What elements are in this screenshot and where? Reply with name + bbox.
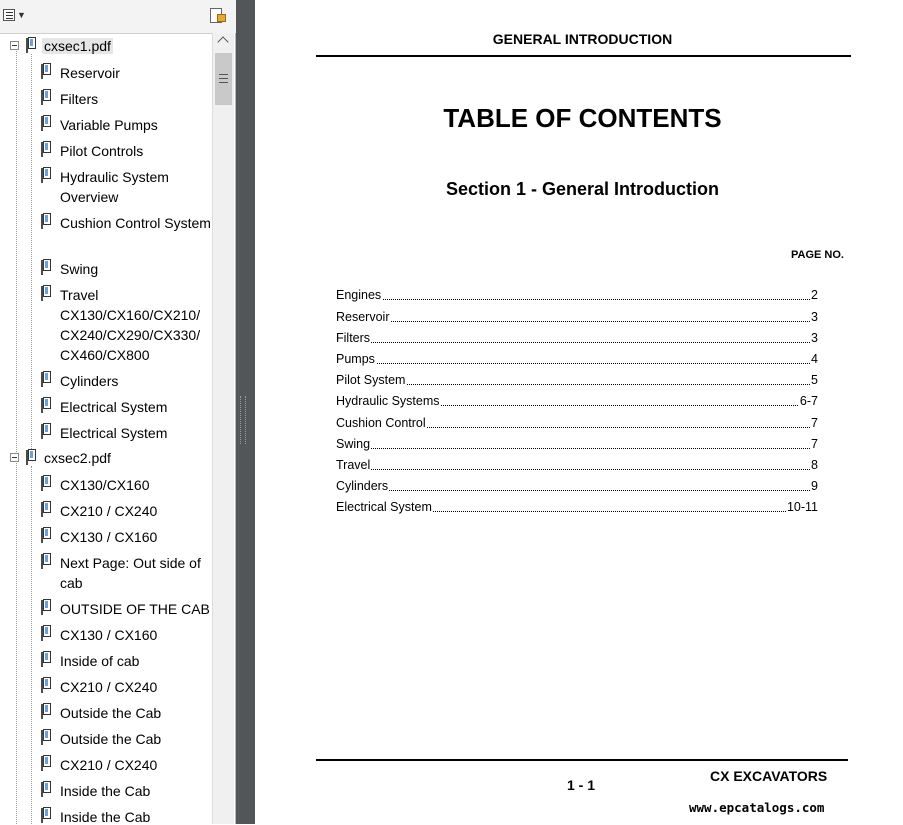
bookmark-label: OUTSIDE OF THE CAB xyxy=(60,601,210,617)
toc-entry xyxy=(336,310,818,330)
bookmarks-toolbar xyxy=(0,0,236,33)
toc-entry-title: Electrical System xyxy=(336,500,432,514)
bookmark-label: Filters xyxy=(60,91,99,107)
toc-entry xyxy=(336,437,818,457)
toc-entry-title: Pumps xyxy=(336,352,375,366)
toc-entry-page: 3 xyxy=(811,331,818,345)
toc-entry-title: Hydraulic Systems xyxy=(336,394,440,408)
bookmark-label: Electrical System xyxy=(60,399,168,415)
toc-entry-title: Swing xyxy=(336,437,371,451)
bookmark-icon xyxy=(40,213,53,229)
toc-entry xyxy=(336,373,818,393)
bookmark-label: CX130 / CX160 xyxy=(60,627,158,643)
footer-page-number: 1 - 1 xyxy=(567,777,596,793)
toc-entry xyxy=(336,479,818,499)
tree-line xyxy=(31,466,32,825)
toc-entry-page: 9 xyxy=(811,479,818,493)
bookmark-icon xyxy=(40,527,53,543)
bookmark-label: Next Page: Out side of cab xyxy=(60,555,201,591)
bookmark-label: CX210 / CX240 xyxy=(60,679,158,695)
header-rule xyxy=(316,55,851,57)
chevron-down-icon: ▼ xyxy=(17,10,26,20)
page-no-heading: PAGE NO. xyxy=(791,249,844,261)
tree-line xyxy=(16,48,17,454)
bookmark-icon xyxy=(40,475,53,491)
toc-entry-title: Reservoir xyxy=(336,310,390,324)
bookmark-icon xyxy=(40,703,53,719)
toc-entry xyxy=(336,500,818,520)
bookmark-icon xyxy=(40,141,53,157)
toc-entry xyxy=(336,416,818,436)
toc-entry-page: 10-11 xyxy=(786,500,818,514)
bookmarks-panel xyxy=(0,0,236,824)
bookmark-icon xyxy=(40,167,53,183)
bookmark-icon xyxy=(40,677,53,693)
bookmark-icon xyxy=(40,371,53,387)
options-list-icon xyxy=(3,9,15,21)
bookmark-label: Electrical System xyxy=(60,425,168,441)
bookmark-label: CX130/CX160 xyxy=(60,477,150,493)
splitter-grip[interactable] xyxy=(240,396,246,444)
bookmark-label: Variable Pumps xyxy=(60,117,158,133)
file-node-label: cxsec1.pdf xyxy=(44,38,111,54)
footer-rule xyxy=(316,759,848,761)
bookmark-label: CX130 / CX160 xyxy=(60,529,158,545)
toc-entry xyxy=(336,394,818,414)
bookmark-label: Travel CX130/CX160/CX210/ CX240/CX290/CX330/ CX460/CX800 xyxy=(60,287,201,363)
bookmark-icon xyxy=(40,63,53,79)
toc-entry-title: Engines xyxy=(336,288,382,302)
bookmark-icon xyxy=(25,37,38,53)
bookmark-label: Cylinders xyxy=(60,373,119,389)
toc-entry-page: 5 xyxy=(811,373,818,387)
bookmark-icon xyxy=(40,729,53,745)
bookmark-label: Swing xyxy=(60,261,99,277)
toc-entry xyxy=(336,352,818,372)
bookmark-icon xyxy=(40,807,53,823)
file-node-cxsec1[interactable] xyxy=(0,35,212,57)
bookmark-icon xyxy=(40,599,53,615)
bookmark-label: Inside the Cab xyxy=(60,783,151,799)
bookmark-icon xyxy=(25,449,38,465)
toc-entry xyxy=(336,288,818,308)
bookmark-label: Inside the Cab xyxy=(60,809,151,825)
bookmark-label: Outside the Cab xyxy=(60,705,162,721)
toc-entry-title: Pilot System xyxy=(336,373,406,387)
toc-entry-page: 2 xyxy=(811,288,818,302)
bookmark-label: Outside the Cab xyxy=(60,731,162,747)
page-title: TABLE OF CONTENTS xyxy=(443,103,722,133)
bookmark-icon xyxy=(40,115,53,131)
footer-brand: CX EXCAVATORS xyxy=(710,768,828,784)
scroll-thumb[interactable] xyxy=(215,53,232,105)
file-node-cxsec2[interactable] xyxy=(0,447,212,469)
arrow-icon xyxy=(217,14,226,22)
toc-entry-page: 6-7 xyxy=(799,394,818,408)
toc-entry xyxy=(336,331,818,351)
bookmark-icon xyxy=(40,89,53,105)
footer-watermark-url: www.epcatalogs.com xyxy=(689,800,825,815)
toc-entry-page: 3 xyxy=(811,310,818,324)
toc-entry-page: 7 xyxy=(811,437,818,451)
tree-line xyxy=(16,460,17,825)
toc-entry-title: Filters xyxy=(336,331,371,345)
file-node-label: cxsec2.pdf xyxy=(44,450,111,466)
bookmark-label: Cushion Control System xyxy=(60,215,211,231)
page-header: GENERAL INTRODUCTION xyxy=(492,31,673,47)
bookmark-label: Reservoir xyxy=(60,65,120,81)
bookmark-icon xyxy=(40,553,53,569)
scroll-up-button[interactable] xyxy=(213,33,234,51)
toc-entry-page: 8 xyxy=(811,458,818,472)
toc-entry xyxy=(336,458,818,478)
tree-line xyxy=(31,54,32,449)
bookmark-icon xyxy=(40,625,53,641)
toc-entry-page: 7 xyxy=(811,416,818,430)
toc-entry-title: Cylinders xyxy=(336,479,389,493)
toc-entry-page: 4 xyxy=(811,352,818,366)
bookmark-icon xyxy=(40,755,53,771)
collapse-toggle[interactable] xyxy=(10,453,19,462)
bookmark-label: Pilot Controls xyxy=(60,143,144,159)
bookmarks-scrollbar[interactable] xyxy=(212,33,234,824)
toc-entry-title: Travel xyxy=(336,458,371,472)
bookmark-icon xyxy=(40,781,53,797)
bookmark-label: CX210 / CX240 xyxy=(60,757,158,773)
section-title: Section 1 - General Introduction xyxy=(445,179,720,199)
document-page xyxy=(255,0,903,824)
bookmark-label: Inside of cab xyxy=(60,653,140,669)
collapse-toggle[interactable] xyxy=(10,41,19,50)
bookmark-icon xyxy=(40,285,53,301)
bookmark-icon xyxy=(40,501,53,517)
bookmark-tree xyxy=(0,33,212,825)
find-current-bookmark-button[interactable] xyxy=(208,6,228,26)
bookmark-icon xyxy=(40,651,53,667)
bookmark-label: Hydraulic System Overview xyxy=(60,169,169,205)
bookmark-options-button[interactable] xyxy=(3,7,27,25)
bookmark-label: CX210 / CX240 xyxy=(60,503,158,519)
bookmark-icon xyxy=(40,397,53,413)
bookmark-icon xyxy=(40,423,53,439)
bookmark-icon xyxy=(40,259,53,275)
toc-entry-title: Cushion Control xyxy=(336,416,426,430)
